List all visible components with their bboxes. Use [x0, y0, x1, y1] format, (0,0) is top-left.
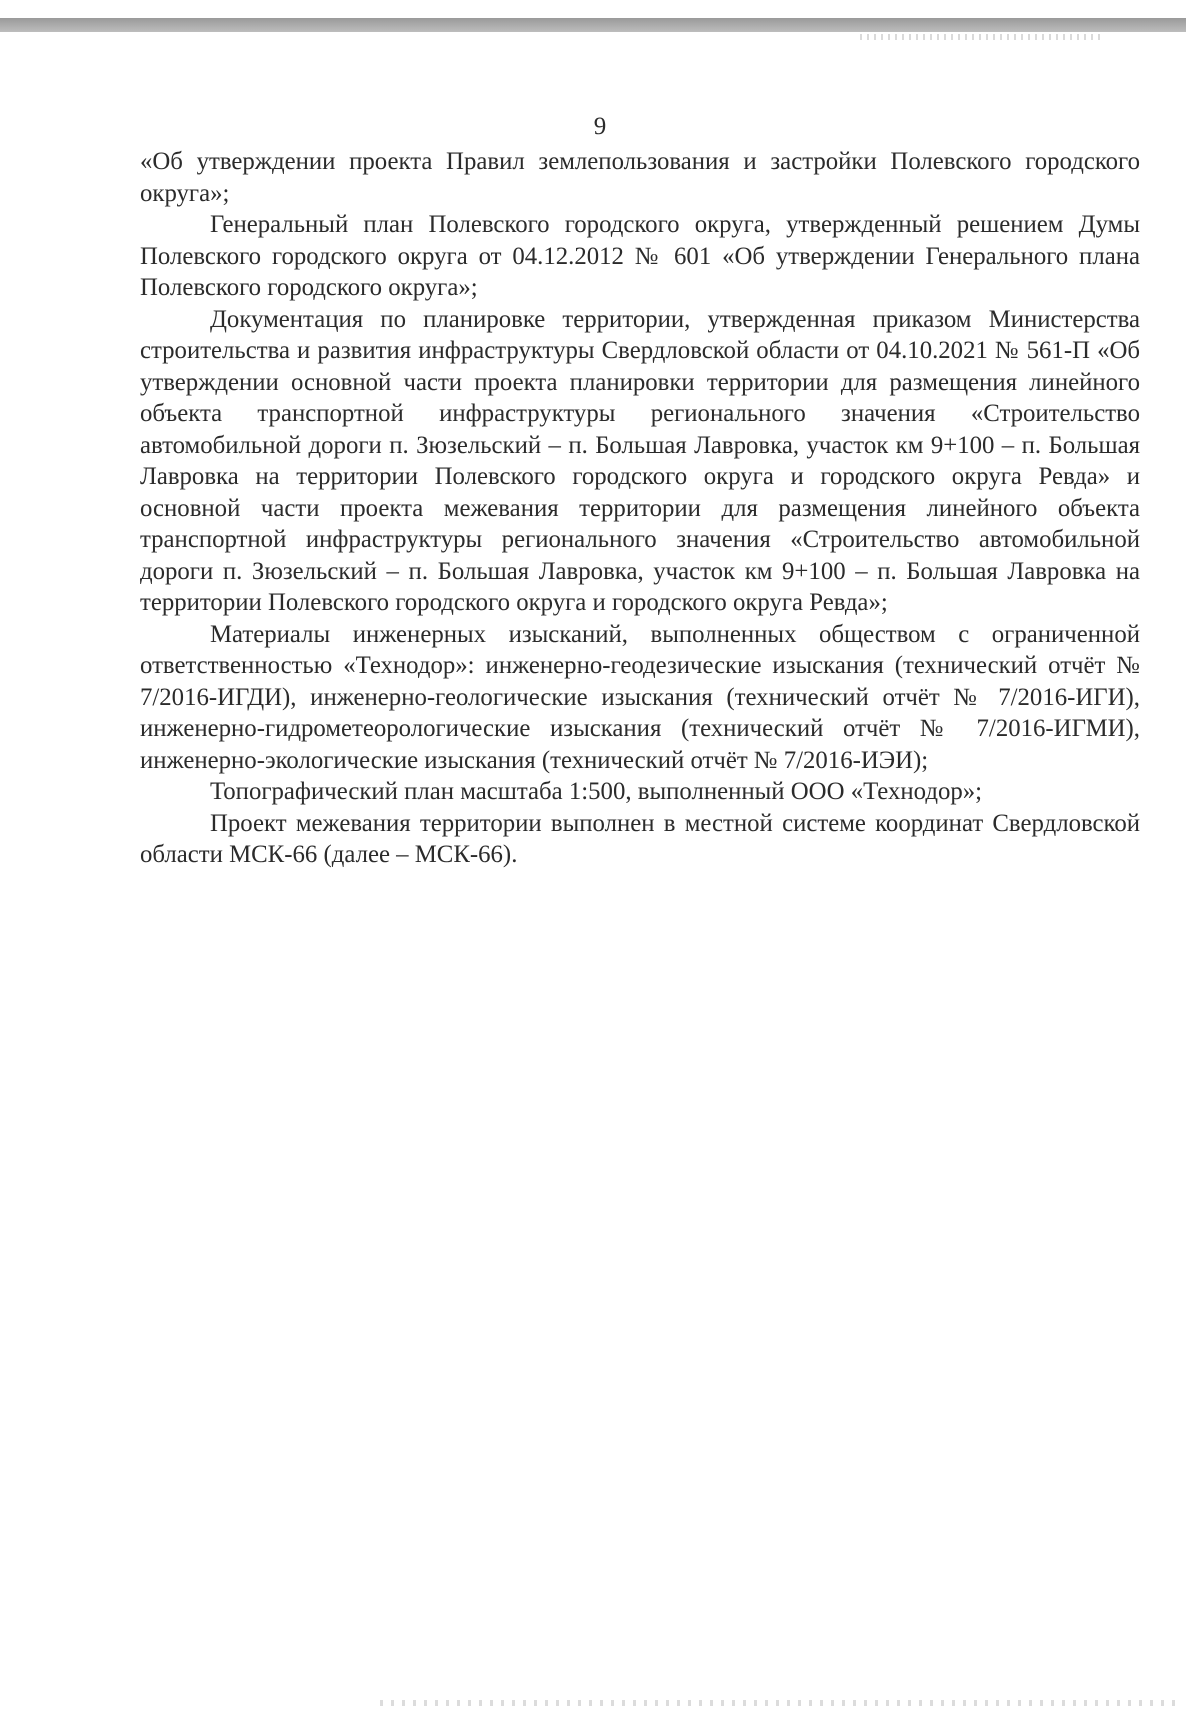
paragraph-continuation: «Об утверждении проекта Правил землепользования и застройки Полевского городского округа»; [140, 148, 1140, 207]
page-number: 9 [593, 113, 607, 140]
paragraph-planning-documentation: Документация по планировке территории, утвержденная приказом Министерства строительства и развития инфраструктуры Свердловской области от 04.10.2021 № 561-П «Об утверждении основной части проекта планировки территории для размещения линейного объекта транспортной инфраструктуры регионального значения «Строительство автомобильной дороги п. Зюзельский – п. Большая Лавровка, участок км 9+100 – п. Большая Лавровка на территории Полевского городского округа и городского округа Ревда» и основной части проекта межевания территории для размещения линейного объекта транспортной инфраструктуры регионального значения «Строительство автомобильной дороги п. Зюзельский – п. Большая Лавровка, участок км 9+100 – п. Большая Лавровка на территории Полевского городского округа и городского округа Ревда»; [140, 305, 1140, 616]
scan-noise-bottom [380, 1700, 1180, 1706]
paragraph-coordinate-system: Проект межевания территории выполнен в местной системе координат Свердловской области МСК-66 (далее – МСК-66). [140, 809, 1140, 868]
scan-noise [860, 34, 1100, 40]
document-body [140, 146, 1140, 871]
paragraph-general-plan: Генеральный план Полевского городского округа, утвержденный решением Думы Полевского городского округа от 04.12.2012 № 601 «Об утверждении Генерального плана Полевского городского округа»; [140, 211, 1140, 301]
paragraph-topographic-plan: Топографический план масштаба 1:500, выполненный ООО «Технодор»; [210, 778, 983, 805]
paragraph-engineering-surveys: Материалы инженерных изысканий, выполненных обществом с ограниченной ответственностью «Технодор»: инженерно-геодезические изыскания (технический отчёт № 7/2016-ИГДИ), инженерно-геологические изыскания (технический отчёт № 7/2016-ИГИ), инженерно-гидрометеорологические изыскания (технический отчёт № 7/2016-ИГМИ), инженерно-экологические изыскания (технический отчёт № 7/2016-ИЭИ); [140, 620, 1140, 774]
scan-top-bar [0, 18, 1186, 32]
